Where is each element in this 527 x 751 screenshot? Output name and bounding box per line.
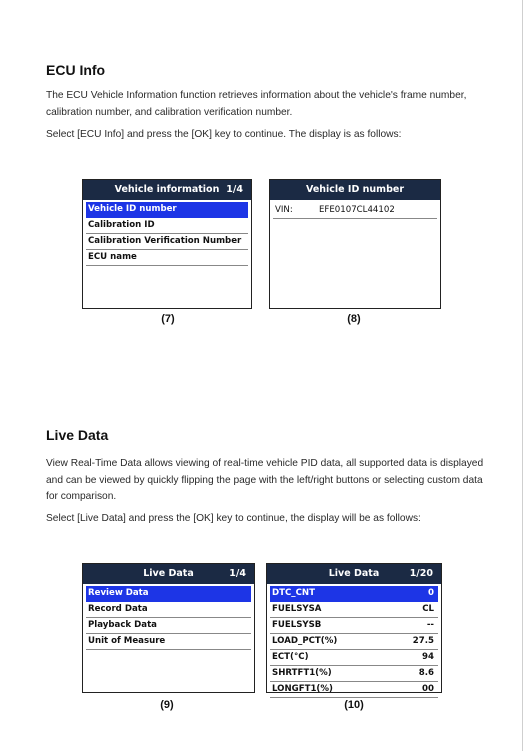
vin-value: EFE0107CL44102 [319,205,395,215]
pid-value: 0 [428,588,434,598]
figure-caption-10: (10) [344,699,364,711]
menu-item-calibration-id[interactable]: Calibration ID [86,218,248,234]
pid-row[interactable] [270,602,438,618]
menu-item-record-data[interactable]: Record Data [86,602,251,618]
pid-value: 00 [422,684,434,694]
pid-name: LONGFT1(%) [272,684,333,694]
vin-label: VIN: [275,205,293,215]
pid-row[interactable] [270,618,438,634]
screen-title: Live Data [328,568,380,579]
screen-header [83,180,251,200]
pid-row[interactable] [270,666,438,682]
pid-value: -- [426,620,434,630]
page-edge-line [522,0,523,751]
figure-caption-7: (7) [161,313,175,325]
pid-row[interactable] [270,634,438,650]
screen-header [267,564,441,584]
ecu-info-description: The ECU Vehicle Information function retrieves information about the vehicle's frame number, calibration number, and calibration verification number. [46,90,467,118]
pid-name: ECT(°C) [272,652,309,662]
menu-item-vehicle-id-number[interactable]: Vehicle ID number [86,202,248,218]
screen-vehicle-information [82,179,252,309]
pid-name: LOAD_PCT(%) [272,636,338,646]
screen-title: Vehicle information [114,184,220,195]
page-indicator: 1/4 [226,184,243,195]
menu-item-unit-of-measure[interactable]: Unit of Measure [86,634,251,650]
pid-name: FUELSYSA [272,604,322,614]
figure-caption-8: (8) [347,313,361,325]
live-data-description: View Real-Time Data allows viewing of real-time vehicle PID data, all supported data is displayed and can be viewed by quickly flipping the page with the left/right buttons or selecting custom data for comparison. [46,458,484,502]
menu-item-ecu-name[interactable]: ECU name [86,250,248,266]
screen-live-data-values [266,563,442,693]
screen-header [270,180,440,200]
pid-value: 27.5 [412,636,434,646]
section-heading-live-data: Live Data [46,427,109,443]
screen-header [83,564,254,584]
pid-name: SHRTFT1(%) [272,668,332,678]
pid-row[interactable] [270,586,438,602]
pid-name: FUELSYSB [272,620,322,630]
live-data-instruction: Select [Live Data] and press the [OK] key to continue, the display will be as follows: [46,513,421,524]
menu-item-review-data[interactable]: Review Data [86,586,251,602]
ecu-info-instruction: Select [ECU Info] and press the [OK] key to continue. The display is as follows: [46,129,402,140]
screen-title: Vehicle ID number [305,184,404,195]
pid-row[interactable] [270,650,438,666]
screen-live-data-menu [82,563,255,693]
menu-item-playback-data[interactable]: Playback Data [86,618,251,634]
section-heading-ecu-info: ECU Info [46,62,106,78]
pid-row[interactable] [270,682,438,698]
page-indicator: 1/20 [409,568,433,579]
pid-value: 94 [422,652,434,662]
pid-value: 8.6 [418,668,434,678]
vin-row [273,202,437,219]
pid-value: CL [422,604,434,614]
screen-vehicle-id-number [269,179,441,309]
figure-caption-9: (9) [160,699,174,711]
page-indicator: 1/4 [229,568,246,579]
pid-name: DTC_CNT [272,588,315,598]
screen-title: Live Data [143,568,194,579]
menu-item-calibration-verification-number[interactable]: Calibration Verification Number [86,234,248,250]
